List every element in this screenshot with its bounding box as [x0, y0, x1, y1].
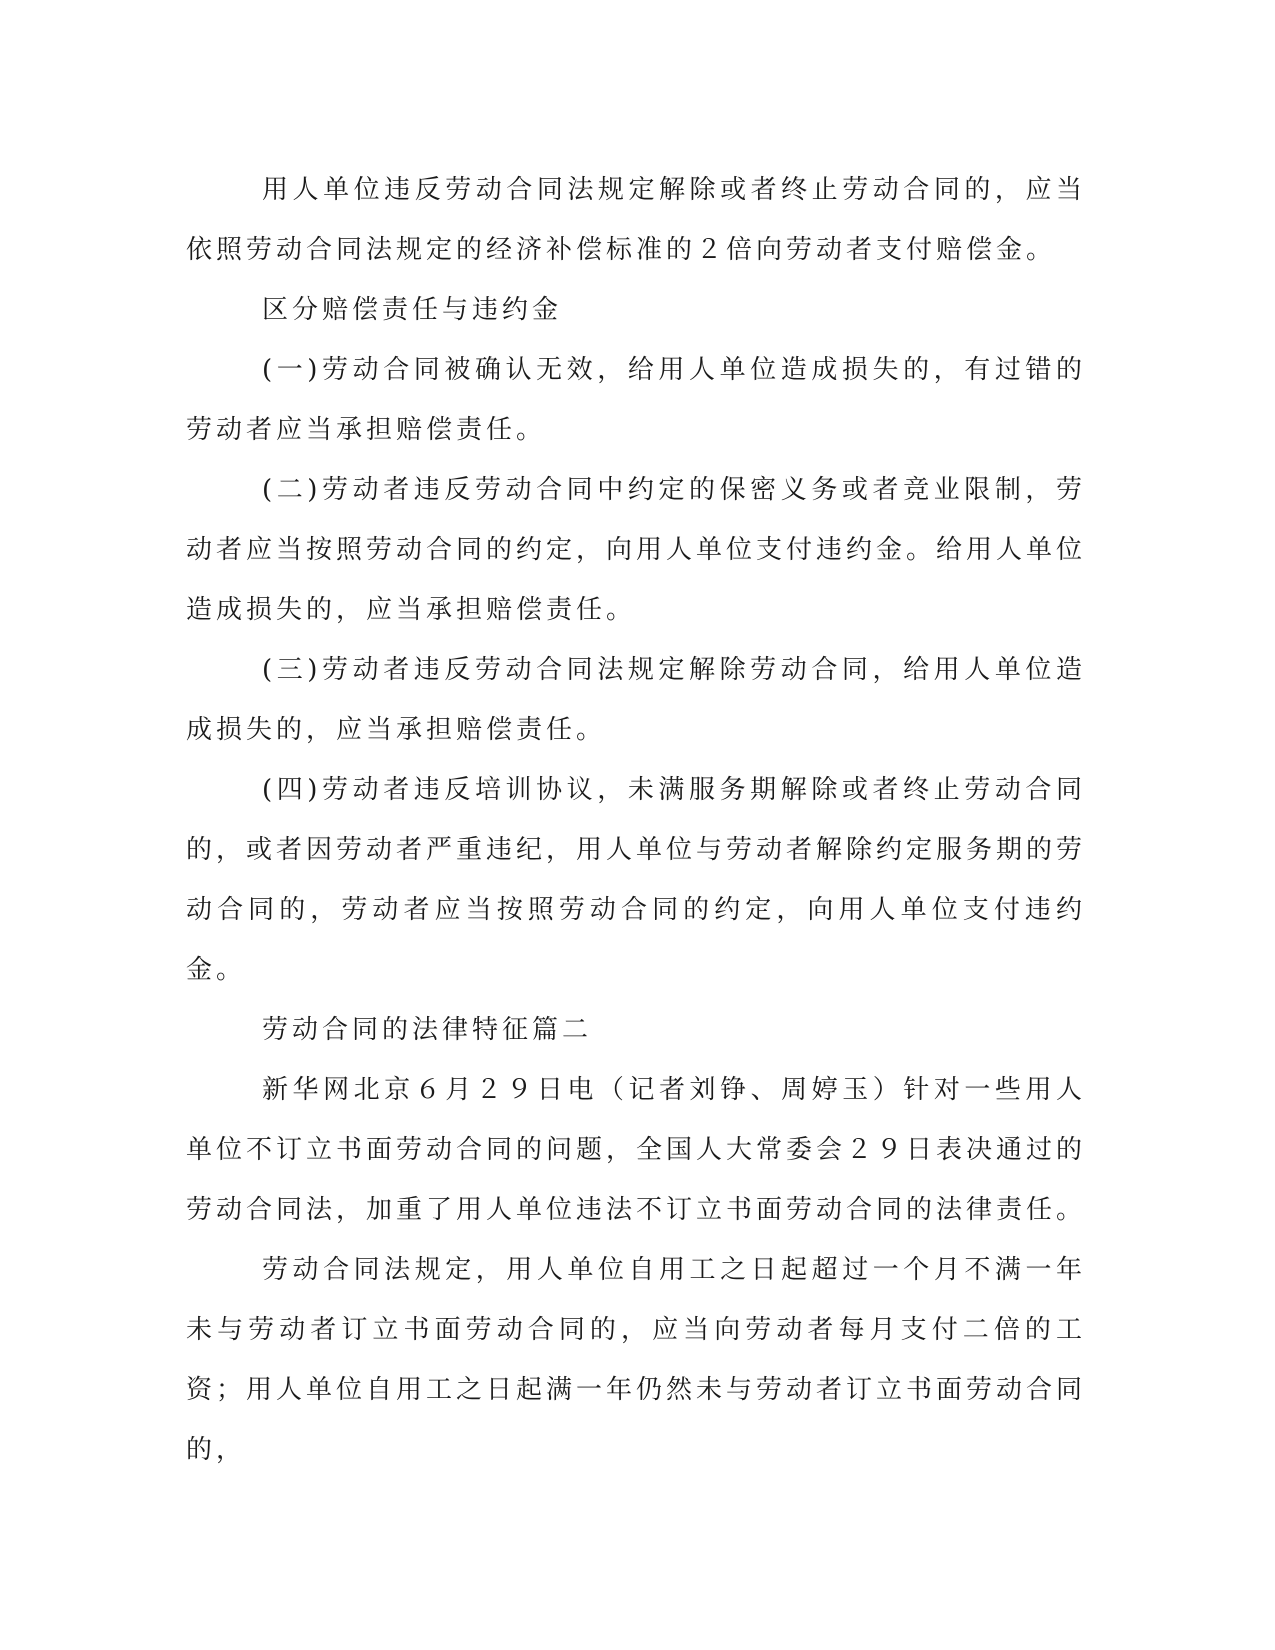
- paragraph: 劳动合同法规定，用人单位自用工之日起超过一个月不满一年未与劳动者订立书面劳动合同的，应当向劳动者每月支付二倍的工资；用人单位自用工之日起满一年仍然未与劳动者订立书面劳动合同的，: [186, 1255, 1087, 1465]
- section-heading: 区分赔偿责任与违约金: [262, 295, 563, 325]
- section-heading: 劳动合同的法律特征篇二: [262, 1015, 593, 1045]
- paragraph: (一)劳动合同被确认无效，给用人单位造成损失的，有过错的劳动者应当承担赔偿责任。: [186, 355, 1086, 445]
- document-body: [186, 160, 1086, 1480]
- paragraph: (四)劳动者违反培训协议，未满服务期解除或者终止劳动合同的，或者因劳动者严重违纪，用人单位与劳动者解除约定服务期的劳动合同的，劳动者应当按照劳动合同的约定，向用人单位支付违约金。: [186, 775, 1087, 985]
- paragraph: (二)劳动者违反劳动合同中约定的保密义务或者竞业限制，劳动者应当按照劳动合同的约定，向用人单位支付违约金。给用人单位造成损失的，应当承担赔偿责任。: [186, 475, 1087, 625]
- paragraph: 新华网北京６月２９日电（记者刘铮、周婷玉）针对一些用人单位不订立书面劳动合同的问题，全国人大常委会２９日表决通过的劳动合同法，加重了用人单位违法不订立书面劳动合同的法律责任。: [186, 1075, 1087, 1225]
- paragraph: (三)劳动者违反劳动合同法规定解除劳动合同，给用人单位造成损失的，应当承担赔偿责任。: [186, 655, 1086, 745]
- paragraph: 用人单位违反劳动合同法规定解除或者终止劳动合同的，应当依照劳动合同法规定的经济补偿标准的２倍向劳动者支付赔偿金。: [186, 175, 1086, 265]
